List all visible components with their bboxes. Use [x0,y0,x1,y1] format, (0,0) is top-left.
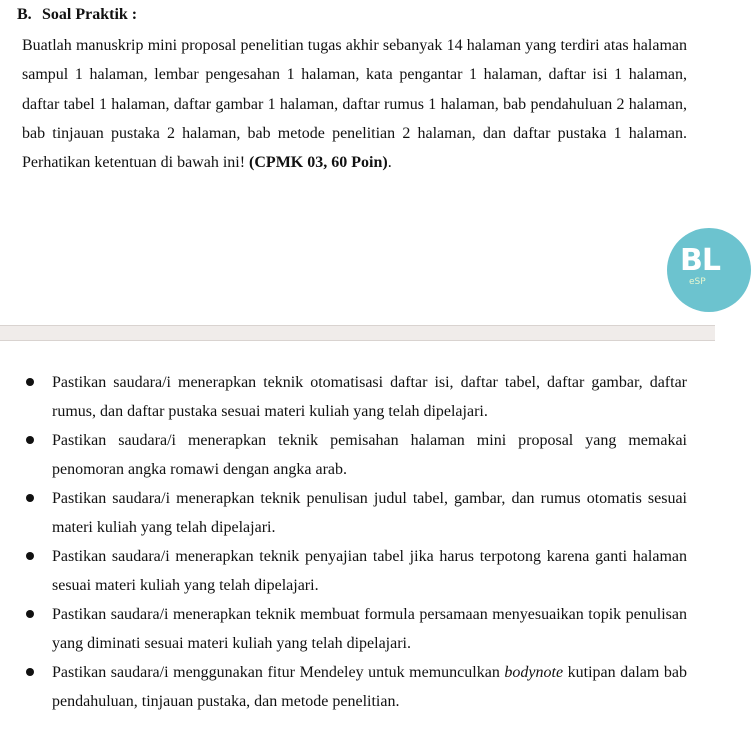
page-break-gap [0,325,715,341]
requirements-list [26,368,687,716]
list-item [26,658,687,716]
list-item [26,542,687,600]
list-item [26,426,687,484]
list-item-text-before: Pastikan saudara/i menggunakan fitur Mendeley untuk memunculkan [52,664,505,681]
list-item-text: Pastikan saudara/i menerapkan teknik otomatisasi daftar isi, daftar tabel, daftar gambar, daftar rumus, dan daftar pustaka sesuai materi kuliah yang telah dipelajari. [52,374,687,420]
list-item [26,368,687,426]
bullet-icon [26,610,34,618]
bullet-icon [26,494,34,502]
document-page-top [0,0,720,325]
bullet-icon [26,552,34,560]
watermark-badge [667,228,751,312]
section-heading [17,6,137,24]
list-item-text: Pastikan saudara/i menerapkan teknik penyajian tabel jika harus terpotong karena ganti halaman sesuai materi kuliah yang telah dipelajari. [52,548,687,594]
section-title: Soal Praktik : [42,6,138,23]
list-item-italic: bodynote [504,664,564,681]
bullet-icon [26,668,34,676]
intro-end: . [387,154,392,172]
bullet-icon [26,378,34,386]
list-item [26,484,687,542]
intro-text: Buatlah manuskrip mini proposal penelitian tugas akhir sebanyak 14 halaman yang terdiri atas halaman sampul 1 halaman, lembar pengesahan 1 halaman, kata pengantar 1 halaman, daftar isi 1 halaman, daftar tabel 1 halaman, daftar gambar 1 halaman, daftar rumus 1 halaman, bab pendahuluan 2 halaman, bab tinjauan pustaka 2 halaman, bab metode penelitian 2 halaman, dan daftar pustaka 1 halaman. Perhatikan ketentuan di bawah ini! [22,37,687,172]
list-item [26,600,687,658]
list-item-text-after: kutipan dalam bab pendahuluan, tinjauan pustaka, dan metode penelitian. [52,664,688,710]
badge-sub-text: eSP [689,277,706,287]
document-page-bottom [0,341,715,738]
section-letter: B. [17,6,32,23]
badge-logo-text: BL [680,243,720,278]
bullet-icon [26,436,34,444]
list-item-text: Pastikan saudara/i menerapkan teknik pemisahan halaman mini proposal yang memakai penomoran angka romawi dengan angka arab. [52,432,687,478]
list-item-text: Pastikan saudara/i menerapkan teknik membuat formula persamaan menyesuaikan topik penulisan yang diminati sesuai materi kuliah yang telah dipelajari. [52,606,687,652]
intro-points: (CPMK 03, 60 Poin) [249,154,388,172]
list-item-text: Pastikan saudara/i menerapkan teknik penulisan judul tabel, gambar, dan rumus otomatis sesuai materi kuliah yang telah dipelajari. [52,490,687,536]
intro-paragraph [22,31,687,177]
list-item-text [52,658,687,716]
